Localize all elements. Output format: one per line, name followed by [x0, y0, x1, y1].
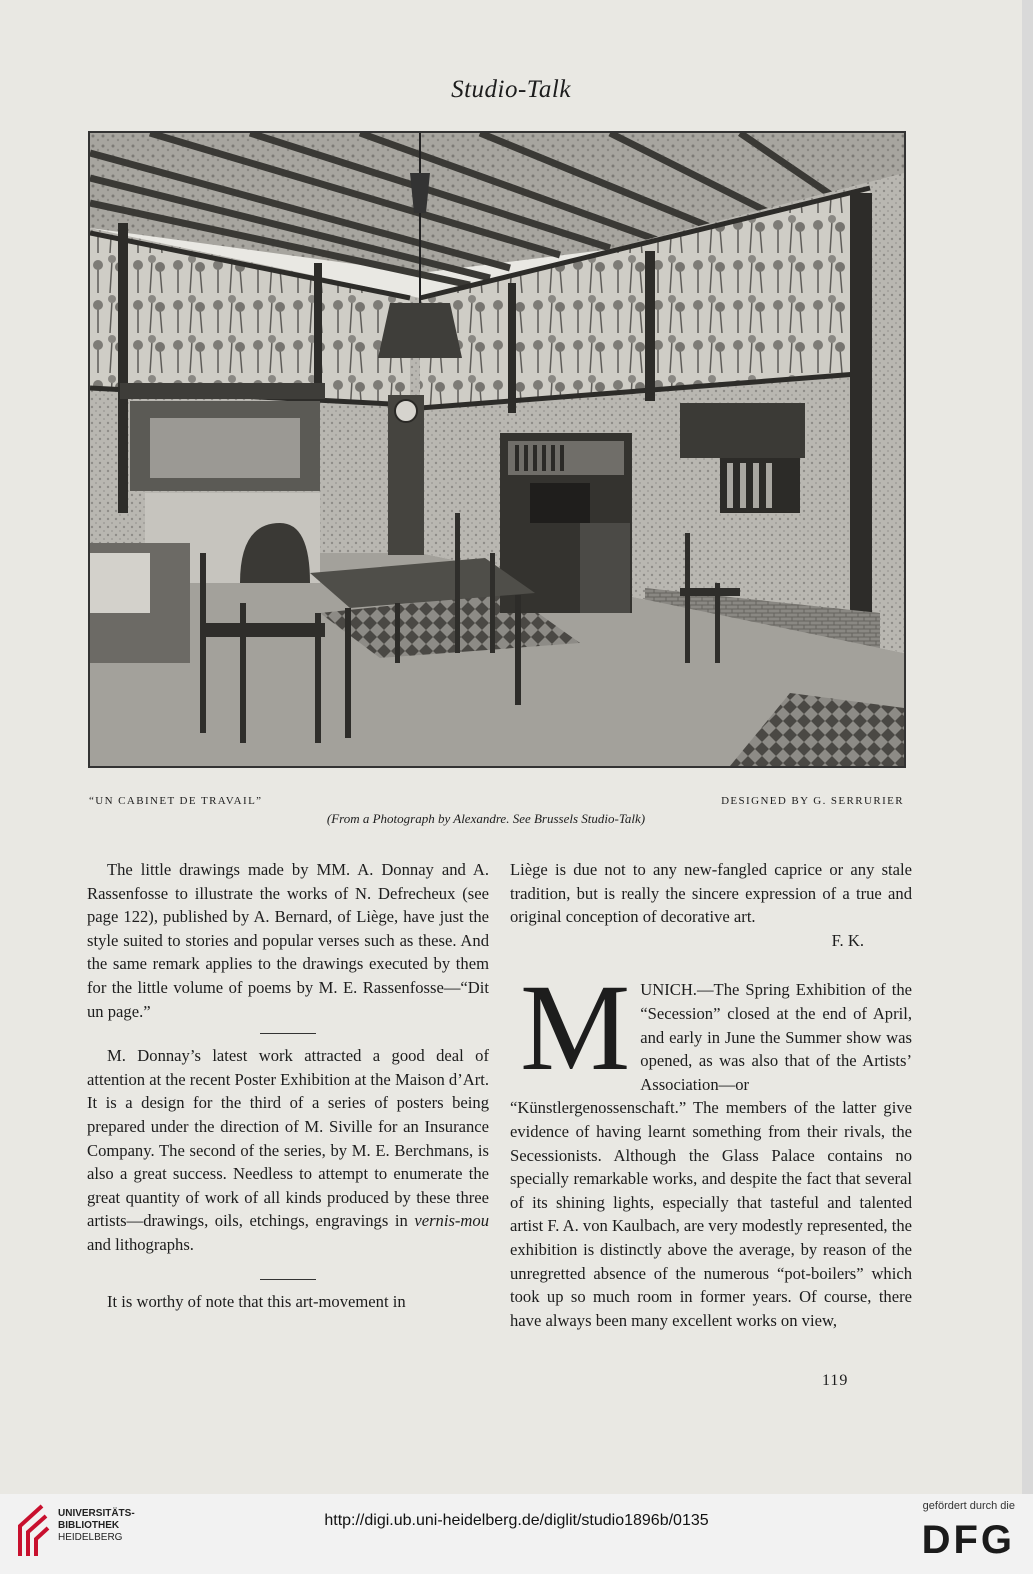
digitization-footer	[0, 1494, 1033, 1574]
italic-term: vernis-mou	[414, 1211, 489, 1231]
scan-edge	[1022, 0, 1033, 1494]
figure-caption-title: “UN CABINET DE TRAVAIL”	[89, 795, 263, 807]
interior-photograph	[88, 131, 906, 768]
photo-illustration	[90, 133, 904, 766]
author-signature: F. K.	[831, 930, 864, 950]
paragraph-munich: MUNICH.—The Spring Exhibition of the “Secession” closed at the end of April, and early in June the Summer show was opened, as was also that of the Artists’ Association—or “Künstlergenossenschaft.” The members of the latter give evidence of having learnt something from their rivals, the Secessionists. Although the Glass Palace contains no specially remarkable works, and despite the fact that several of its shining lights, especially that tasteful and talented artist F. A. von Kaulbach, are very modestly represented, the exhibition is distinctly above the average, by reason of the unregretted absence of the numerous “pot-boilers” which took up so much room in former years. Of course, there have always been many excellent works on view,	[510, 959, 912, 1330]
university-library-logo-icon	[12, 1502, 52, 1560]
paragraph-liege: Liège is due not to any new-fangled caprice or any stale tradition, but is really the sincere expression of a true and original conception of decorative art.	[510, 860, 912, 927]
running-head: Studio-Talk	[451, 76, 571, 103]
figure-caption-designer: DESIGNED BY G. SERRURIER	[721, 795, 904, 807]
dfg-logo: DFG	[921, 1518, 1015, 1562]
drop-cap: M	[520, 959, 631, 1097]
paragraph-donnay-drawings: The little drawings made by MM. A. Donnay and A. Rassenfosse to illustrate the works of N. Defrecheux (see page 122), published by A. Bernard, of Liège, have just the style suited to stories and popular verses such as these. And the same remark applies to the drawings executed by them for the little volume of poems by M. E. Rassenfosse—“Dit un page.”	[87, 860, 489, 1021]
figure-credit: (From a Photograph by Alexandre. See Brussels Studio-Talk)	[326, 811, 646, 826]
funded-by-label: gefördert durch die	[922, 1500, 1015, 1512]
paragraph-donnay-poster: M. Donnay’s latest work attracted a good deal of attention at the recent Poster Exhibition at the Maison d’Art. It is a design for the third of a series of posters being prepared under the direction of M. Siville for an Insurance Company. The second of the series, by M. E. Berchmans, is also a great success. Needless to attempt to enumerate the great quantity of work of all kinds produced by these three artists—drawings, oils, etchings, engravings in vernis-mou and lithographs.	[87, 1046, 489, 1254]
page-number: 119	[822, 1372, 849, 1389]
permalink-url[interactable]: http://digi.ub.uni-heidelberg.de/diglit/studio1896b/0135	[324, 1512, 709, 1529]
paragraph-art-movement: It is worthy of note that this art-movement in	[107, 1291, 406, 1311]
left-column	[87, 858, 489, 1313]
right-column	[510, 858, 912, 1332]
university-library-name: UNIVERSITÄTS- BIBLIOTHEK HEIDELBERG	[58, 1508, 135, 1543]
